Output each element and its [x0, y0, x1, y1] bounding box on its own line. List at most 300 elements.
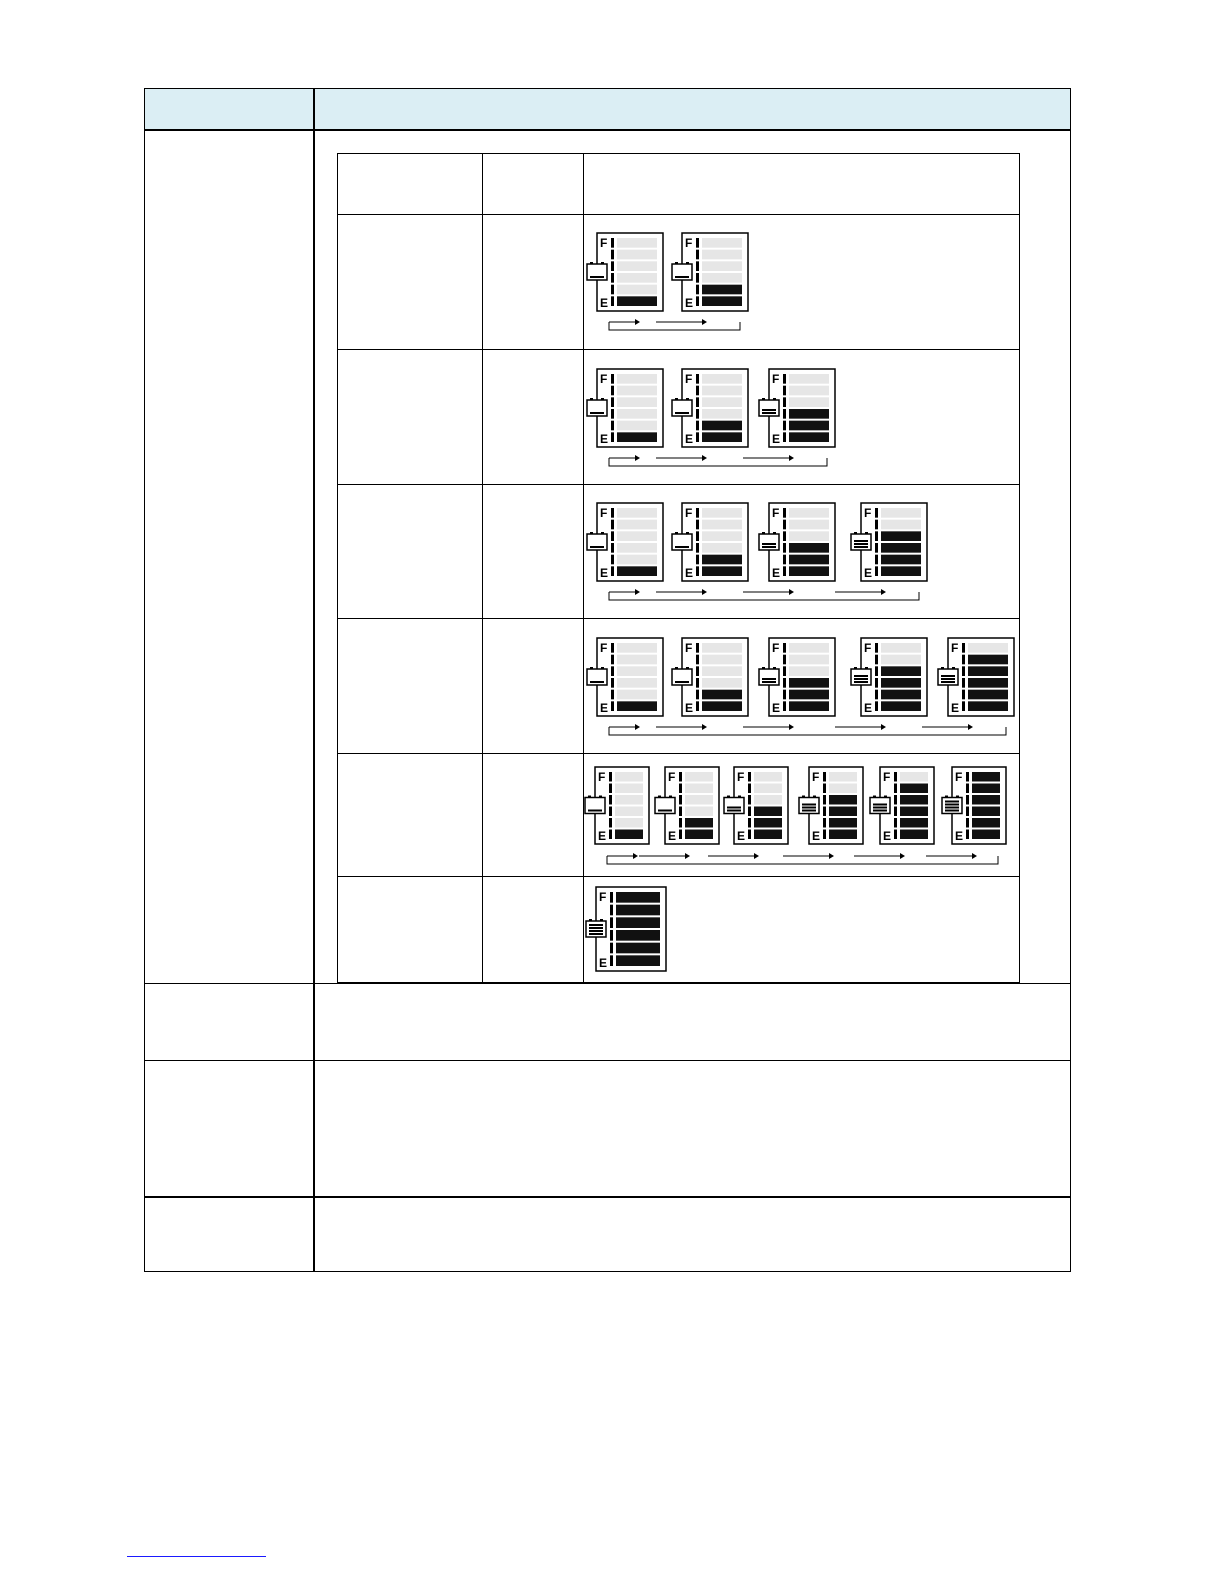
gauge-segment-empty: [789, 531, 829, 541]
gauge-tick: [696, 250, 699, 260]
gauge-segment-empty: [754, 795, 782, 805]
gauge-segment-empty: [685, 784, 713, 794]
gauge-row-5: [585, 767, 1006, 864]
gauge-tick: [610, 905, 613, 916]
gauge-segment-empty: [615, 818, 643, 828]
gauge-segment-empty: [617, 421, 657, 431]
gauge-tick: [783, 678, 786, 688]
gauge-segment-empty: [702, 520, 742, 530]
gauge-tick: [609, 818, 612, 828]
battery-gauge-frame: [672, 503, 748, 581]
gauge-segment-empty: [702, 643, 742, 653]
gauge-row-2: [587, 369, 835, 466]
gauge-tick: [783, 397, 786, 407]
gauge-tick: [783, 655, 786, 665]
battery-gauge-frame: [655, 767, 719, 844]
gauge-tick: [875, 508, 878, 518]
gauge-segment-empty: [900, 772, 928, 782]
gauge-segment-empty: [881, 508, 921, 518]
gauge-tick: [611, 250, 614, 260]
gauge-full-label: F: [812, 770, 820, 784]
gauge-row-4: [587, 638, 1014, 735]
gauge-tick: [696, 643, 699, 653]
gauge-segment-empty: [702, 250, 742, 260]
gauge-empty-label: E: [772, 566, 781, 580]
gauge-tick: [823, 784, 826, 794]
gauge-tick: [610, 943, 613, 954]
battery-icon: [672, 667, 692, 685]
gauge-tick: [696, 520, 699, 530]
gauge-tick: [610, 955, 613, 966]
gauge-tick: [611, 261, 614, 271]
gauge-segment-full: [972, 784, 1000, 794]
gauge-tick: [875, 543, 878, 553]
gauge-tick: [611, 238, 614, 248]
gauge-tick: [783, 690, 786, 700]
gauge-tick: [679, 830, 682, 840]
gauge-tick: [611, 666, 614, 676]
gauge-tick: [611, 409, 614, 419]
battery-icon: [942, 796, 962, 814]
gauge-segment-full: [616, 917, 660, 928]
gauge-full-label: F: [685, 236, 693, 250]
gauge-tick: [611, 273, 614, 283]
gauge-segment-empty: [789, 374, 829, 384]
gauge-segment-empty: [685, 807, 713, 817]
gauge-tick: [696, 296, 699, 306]
gauge-tick: [823, 830, 826, 840]
gauge-tick: [611, 520, 614, 530]
battery-gauge-frame: [587, 369, 663, 447]
battery-icon: [587, 667, 607, 685]
gauge-tick: [823, 772, 826, 782]
gauge-empty-label: E: [685, 432, 694, 446]
gauge-tick: [609, 784, 612, 794]
gauge-tick: [679, 807, 682, 817]
gauge-tick: [875, 520, 878, 530]
gauge-segment-empty: [789, 655, 829, 665]
gauge-segment-full: [900, 784, 928, 794]
battery-gauge-frame: [851, 503, 927, 581]
gauge-segment-full: [972, 818, 1000, 828]
gauge-segment-empty: [881, 520, 921, 530]
gauge-segment-empty: [617, 678, 657, 688]
gauge-segment-empty: [617, 285, 657, 295]
gauge-tick: [962, 690, 965, 700]
gauge-tick: [611, 643, 614, 653]
gauge-segment-empty: [702, 678, 742, 688]
gauge-segment-full: [972, 772, 1000, 782]
gauge-tick: [611, 701, 614, 711]
gauge-segment-full: [789, 432, 829, 442]
gauge-tick: [783, 421, 786, 431]
gauge-full-label: F: [951, 641, 959, 655]
gauge-segment-empty: [615, 807, 643, 817]
gauge-segment-full: [702, 421, 742, 431]
battery-gauge-frame: [587, 638, 663, 716]
gauge-segment-full: [617, 432, 657, 442]
gauge-segment-empty: [789, 520, 829, 530]
gauge-segment-full: [829, 818, 857, 828]
gauge-tick: [875, 531, 878, 541]
gauge-tick: [966, 830, 969, 840]
gauge-tick: [748, 830, 751, 840]
gauge-segment-full: [968, 701, 1008, 711]
gauge-tick: [823, 818, 826, 828]
gauge-segment-full: [789, 555, 829, 565]
gauge-segment-empty: [754, 784, 782, 794]
battery-gauge-frame: [938, 638, 1014, 716]
gauge-segment-empty: [829, 772, 857, 782]
gauge-segment-full: [702, 566, 742, 576]
gauge-tick: [962, 666, 965, 676]
gauge-tick: [962, 655, 965, 665]
gauge-tick: [894, 784, 897, 794]
gauge-segment-empty: [617, 250, 657, 260]
gauge-tick: [748, 795, 751, 805]
gauge-segment-empty: [617, 531, 657, 541]
gauge-tick: [783, 543, 786, 553]
gauge-empty-label: E: [668, 829, 677, 843]
gauge-tick: [696, 409, 699, 419]
gauge-segment-full: [685, 818, 713, 828]
gauge-tick: [611, 555, 614, 565]
gauge-segment-empty: [702, 531, 742, 541]
battery-icon: [759, 667, 779, 685]
gauge-tick: [783, 531, 786, 541]
battery-gauge-frame: [587, 233, 663, 311]
gauge-segment-empty: [702, 261, 742, 271]
battery-icon: [724, 796, 744, 814]
gauge-tick: [611, 397, 614, 407]
gauge-tick: [875, 678, 878, 688]
gauge-segment-full: [616, 943, 660, 954]
gauge-full-label: F: [600, 506, 608, 520]
gauge-full-label: F: [685, 372, 693, 386]
gauge-tick: [823, 807, 826, 817]
battery-icon: [586, 919, 606, 937]
gauge-segment-empty: [702, 666, 742, 676]
gauge-segment-full: [615, 830, 643, 840]
gauge-tick: [696, 238, 699, 248]
gauge-segment-full: [789, 409, 829, 419]
gauge-segment-empty: [968, 643, 1008, 653]
gauge-row-3: [587, 503, 927, 600]
battery-gauge-frame: [586, 887, 666, 971]
gauge-segment-empty: [829, 784, 857, 794]
gauge-tick: [611, 678, 614, 688]
gauge-segment-empty: [789, 397, 829, 407]
gauge-tick: [962, 678, 965, 688]
gauge-tick: [875, 701, 878, 711]
gauge-tick: [609, 807, 612, 817]
gauge-empty-label: E: [685, 296, 694, 310]
gauge-tick: [696, 701, 699, 711]
gauge-segment-empty: [685, 795, 713, 805]
gauge-segment-empty: [617, 508, 657, 518]
gauge-segment-full: [881, 531, 921, 541]
sequence-arrows: [609, 724, 1006, 735]
footer-rule: [127, 1556, 266, 1557]
gauge-segment-full: [900, 795, 928, 805]
gauge-tick: [894, 818, 897, 828]
gauge-segment-empty: [702, 655, 742, 665]
battery-gauge-frame: [870, 767, 934, 844]
gauge-segment-full: [972, 807, 1000, 817]
gauge-tick: [696, 432, 699, 442]
gauge-segment-full: [754, 818, 782, 828]
gauge-segment-empty: [617, 409, 657, 419]
battery-gauge-frame: [587, 503, 663, 581]
gauge-tick: [611, 296, 614, 306]
gauge-tick: [611, 285, 614, 295]
gauge-tick: [611, 374, 614, 384]
gauge-segment-empty: [702, 386, 742, 396]
gauge-tick: [783, 374, 786, 384]
gauge-tick: [875, 666, 878, 676]
gauge-tick: [611, 690, 614, 700]
gauge-segment-full: [702, 701, 742, 711]
gauge-row-1: [587, 233, 748, 330]
gauge-segment-full: [881, 678, 921, 688]
battery-icon: [672, 398, 692, 416]
gauge-segment-full: [685, 830, 713, 840]
gauge-tick: [611, 531, 614, 541]
gauge-tick: [783, 666, 786, 676]
gauge-tick: [966, 807, 969, 817]
gauge-tick: [611, 508, 614, 518]
gauge-segment-empty: [617, 543, 657, 553]
gauge-tick: [966, 795, 969, 805]
gauge-tick: [894, 772, 897, 782]
gauge-tick: [696, 261, 699, 271]
gauge-segment-full: [702, 296, 742, 306]
gauge-segment-empty: [702, 273, 742, 283]
gauge-segment-empty: [615, 784, 643, 794]
gauge-tick: [611, 566, 614, 576]
gauge-tick: [966, 772, 969, 782]
sequence-arrows: [607, 853, 998, 864]
gauge-empty-label: E: [600, 566, 609, 580]
gauge-segment-full: [754, 807, 782, 817]
gauge-segment-full: [702, 432, 742, 442]
gauge-tick: [696, 555, 699, 565]
gauge-segment-full: [702, 555, 742, 565]
gauge-tick: [783, 701, 786, 711]
gauge-segment-empty: [702, 238, 742, 248]
gauge-segment-empty: [789, 508, 829, 518]
battery-icon: [672, 262, 692, 280]
gauge-tick: [783, 566, 786, 576]
gauge-full-label: F: [685, 641, 693, 655]
battery-icon: [851, 667, 871, 685]
gauge-segment-empty: [685, 772, 713, 782]
gauge-tick: [696, 421, 699, 431]
gauge-tick: [696, 655, 699, 665]
gauge-segment-empty: [617, 643, 657, 653]
battery-gauge-frame: [759, 503, 835, 581]
gauge-full-label: F: [772, 372, 780, 386]
gauge-full-label: F: [772, 641, 780, 655]
gauge-segment-full: [968, 690, 1008, 700]
gauge-segment-full: [829, 795, 857, 805]
gauge-segment-empty: [617, 238, 657, 248]
sequence-arrows: [609, 319, 740, 330]
gauge-empty-label: E: [599, 956, 608, 970]
gauge-tick: [875, 555, 878, 565]
gauge-segment-empty: [702, 508, 742, 518]
gauge-segment-full: [881, 543, 921, 553]
gauge-segment-full: [789, 543, 829, 553]
gauge-empty-label: E: [864, 566, 873, 580]
gauge-segment-empty: [789, 386, 829, 396]
gauge-segment-empty: [617, 374, 657, 384]
battery-icon: [799, 796, 819, 814]
battery-gauge-frame: [759, 369, 835, 447]
gauge-segment-empty: [754, 772, 782, 782]
battery-gauge-frame: [672, 233, 748, 311]
gauge-tick: [696, 397, 699, 407]
battery-icon: [870, 796, 890, 814]
gauge-segment-full: [702, 690, 742, 700]
gauge-segment-empty: [702, 374, 742, 384]
gauge-tick: [894, 830, 897, 840]
gauge-segment-full: [789, 701, 829, 711]
gauge-tick: [611, 386, 614, 396]
gauge-tick: [875, 566, 878, 576]
gauge-segment-full: [789, 566, 829, 576]
gauge-full-label: F: [864, 641, 872, 655]
battery-icon: [585, 796, 605, 814]
gauge-segment-empty: [702, 543, 742, 553]
battery-icon: [672, 532, 692, 550]
gauge-segment-full: [829, 807, 857, 817]
gauge-empty-label: E: [685, 566, 694, 580]
gauge-tick: [609, 772, 612, 782]
gauge-tick: [679, 795, 682, 805]
battery-icon: [655, 796, 675, 814]
gauge-segment-full: [900, 818, 928, 828]
battery-icon: [587, 262, 607, 280]
battery-gauge-frame: [724, 767, 788, 844]
gauge-segment-empty: [617, 386, 657, 396]
gauge-empty-label: E: [955, 829, 964, 843]
battery-gauge-frame: [672, 638, 748, 716]
gauge-segment-full: [789, 690, 829, 700]
gauge-segment-full: [972, 795, 1000, 805]
gauge-segment-full: [616, 892, 660, 903]
gauge-full-label: F: [600, 372, 608, 386]
gauge-full-label: F: [883, 770, 891, 784]
gauge-segment-full: [972, 830, 1000, 840]
gauge-tick: [611, 432, 614, 442]
gauge-tick: [875, 690, 878, 700]
gauge-tick: [611, 655, 614, 665]
gauge-segment-empty: [881, 655, 921, 665]
gauge-tick: [679, 772, 682, 782]
gauge-segment-full: [617, 701, 657, 711]
gauge-tick: [696, 543, 699, 553]
gauge-segment-full: [881, 690, 921, 700]
gauge-segment-empty: [617, 666, 657, 676]
gauge-empty-label: E: [864, 701, 873, 715]
gauge-segment-full: [968, 678, 1008, 688]
gauge-segment-full: [881, 666, 921, 676]
gauge-segment-full: [616, 905, 660, 916]
gauge-segment-empty: [615, 772, 643, 782]
gauge-tick: [748, 818, 751, 828]
gauge-tick: [609, 830, 612, 840]
gauge-tick: [610, 917, 613, 928]
gauge-tick: [679, 784, 682, 794]
gauge-segment-full: [702, 285, 742, 295]
gauge-segment-full: [968, 666, 1008, 676]
gauge-full-label: F: [955, 770, 963, 784]
gauge-segment-full: [968, 655, 1008, 665]
gauge-tick: [696, 566, 699, 576]
battery-gauge-frame: [672, 369, 748, 447]
gauge-tick: [696, 508, 699, 518]
gauge-empty-label: E: [883, 829, 892, 843]
gauge-segment-empty: [617, 555, 657, 565]
battery-icon: [938, 667, 958, 685]
gauge-segment-full: [900, 830, 928, 840]
gauge-segment-empty: [702, 409, 742, 419]
gauge-tick: [611, 543, 614, 553]
gauge-full-label: F: [600, 236, 608, 250]
gauge-tick: [696, 690, 699, 700]
battery-gauge-frame: [585, 767, 649, 844]
gauge-tick: [894, 807, 897, 817]
gauge-tick: [894, 795, 897, 805]
battery-icon: [587, 398, 607, 416]
gauge-tick: [610, 892, 613, 903]
gauge-tick: [679, 818, 682, 828]
gauge-tick: [609, 795, 612, 805]
gauge-empty-label: E: [812, 829, 821, 843]
battery-icon: [851, 532, 871, 550]
sequence-arrows: [609, 589, 919, 600]
gauge-segment-empty: [881, 643, 921, 653]
battery-icon: [759, 532, 779, 550]
gauge-tick: [783, 386, 786, 396]
gauge-tick: [696, 285, 699, 295]
gauge-tick: [783, 643, 786, 653]
gauge-segment-full: [616, 930, 660, 941]
gauge-empty-label: E: [685, 701, 694, 715]
battery-icon: [759, 398, 779, 416]
gauge-segment-empty: [617, 520, 657, 530]
gauge-tick: [696, 273, 699, 283]
gauge-segment-full: [881, 566, 921, 576]
gauge-segment-full: [789, 421, 829, 431]
gauge-tick: [696, 666, 699, 676]
gauge-tick: [823, 795, 826, 805]
gauge-segment-empty: [789, 666, 829, 676]
gauge-full-label: F: [772, 506, 780, 520]
gauge-tick: [962, 701, 965, 711]
gauge-segment-full: [754, 830, 782, 840]
gauge-segment-full: [617, 566, 657, 576]
gauge-empty-label: E: [598, 829, 607, 843]
gauge-tick: [748, 772, 751, 782]
gauge-tick: [783, 432, 786, 442]
gauge-tick: [966, 818, 969, 828]
gauge-tick: [748, 784, 751, 794]
gauge-tick: [875, 655, 878, 665]
battery-gauge-frame: [799, 767, 863, 844]
gauge-empty-label: E: [737, 829, 746, 843]
